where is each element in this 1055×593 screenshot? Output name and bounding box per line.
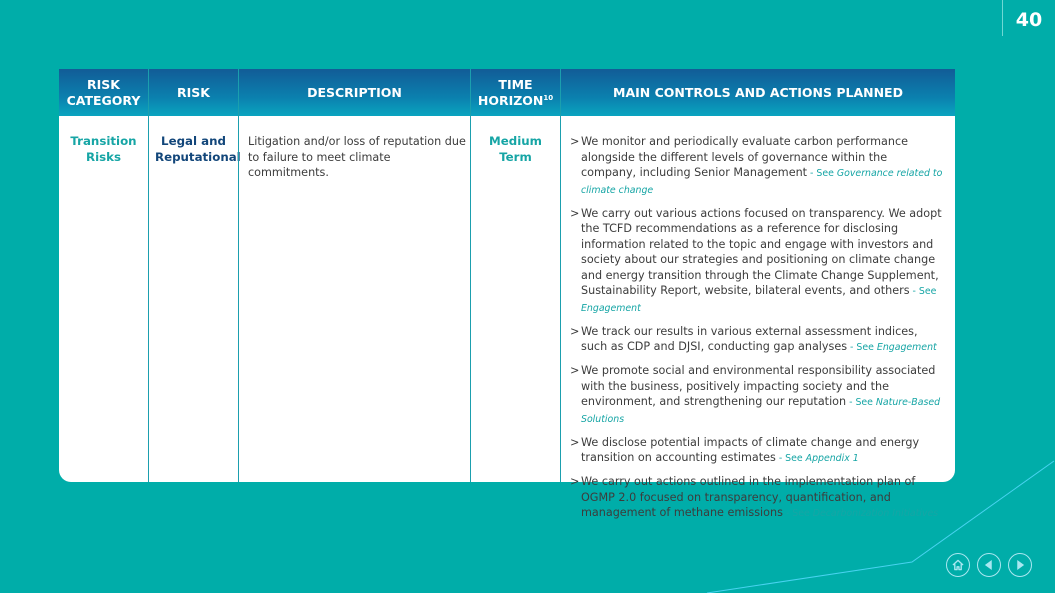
actions-list: [561, 116, 955, 522]
column-description: [238, 69, 470, 482]
action-text: We carry out various actions focused on transparency. We adopt the TCFD recommendations as a reference for disclosing information related to the topic and engage with investors and society about our strategies and positioning on climate change and energy transition through the Climate Change Supplement, Sustainability Report, website, bilateral events, and others: [581, 206, 942, 297]
see-reference-link[interactable]: [847, 342, 937, 353]
action-item: [570, 363, 945, 427]
header-description-label: DESCRIPTION: [307, 84, 402, 100]
cell-risk-category: Transition Risks: [70, 134, 137, 164]
see-reference-link[interactable]: [776, 453, 859, 464]
bullet-marker: >: [570, 324, 580, 338]
bullet-marker: >: [570, 206, 580, 220]
footnote-marker[interactable]: 10: [543, 93, 554, 102]
header-time-horizon-label: TIME HORIZON: [477, 76, 544, 108]
column-controls: [560, 69, 955, 519]
action-text: We carry out actions outlined in the implementation plan of OGMP 2.0 focused on transparency, quantification, and management of methane emissions: [581, 475, 916, 519]
header-controls-label: MAIN CONTROLS AND ACTIONS PLANNED: [613, 84, 903, 100]
action-item: [570, 206, 945, 317]
header-risk-label: RISK: [177, 84, 210, 100]
see-prefix: - See: [846, 397, 876, 408]
see-reference: Engagement: [581, 302, 641, 314]
see-reference: Engagement: [876, 342, 937, 353]
cell-description: Litigation and/or loss of reputation due to failure to meet climate commitments.: [248, 135, 466, 179]
see-prefix: - See: [807, 168, 837, 179]
page-number: 40: [1002, 0, 1055, 36]
see-reference: Decarbonization Initiatives: [812, 508, 939, 519]
action-item: [570, 134, 945, 198]
see-prefix: - See: [909, 286, 937, 297]
see-prefix: - See: [782, 508, 813, 519]
see-prefix: - See: [847, 342, 877, 353]
header-time-horizon: [471, 69, 560, 116]
header-controls: [561, 69, 955, 116]
header-risk-category: [59, 69, 148, 116]
see-reference-link[interactable]: [783, 508, 938, 519]
cell-risk: Legal and Reputational: [155, 134, 241, 164]
home-icon[interactable]: [946, 553, 970, 577]
bullet-marker: >: [570, 435, 580, 449]
column-risk: [148, 69, 241, 482]
header-risk: [149, 69, 238, 116]
see-reference: Governance related to climate change: [581, 168, 943, 196]
see-reference: Appendix 1: [805, 453, 859, 464]
bullet-marker: >: [570, 135, 580, 148]
action-text: We disclose potential impacts of climate change and energy transition on accounting estimates: [581, 435, 920, 464]
previous-icon[interactable]: [977, 553, 1001, 577]
see-reference: Nature-Based Solutions: [581, 397, 941, 425]
next-icon[interactable]: [1008, 553, 1032, 577]
action-item: [570, 474, 945, 522]
bullet-marker: >: [570, 475, 580, 488]
column-time-horizon: [470, 69, 560, 482]
action-text: We track our results in various external assessment indices, such as CDP and DJSI, conducting gap analyses: [581, 324, 918, 353]
column-risk-category: [59, 69, 148, 482]
bullet-marker: >: [570, 364, 580, 377]
see-prefix: - See: [775, 453, 806, 464]
header-risk-category-label: RISK CATEGORY: [66, 76, 141, 108]
action-text: We promote social and environmental responsibility associated with the business, positively impacting society and the environment, and strengthening our reputation: [581, 364, 936, 408]
cell-time-horizon: Medium Term: [489, 134, 542, 164]
action-item: [570, 324, 945, 356]
risk-table: [59, 69, 955, 519]
header-description: [239, 69, 470, 116]
action-item: [570, 435, 945, 467]
action-text: We monitor and periodically evaluate carbon performance alongside the different levels of governance within the company, including Senior Management: [581, 135, 909, 179]
